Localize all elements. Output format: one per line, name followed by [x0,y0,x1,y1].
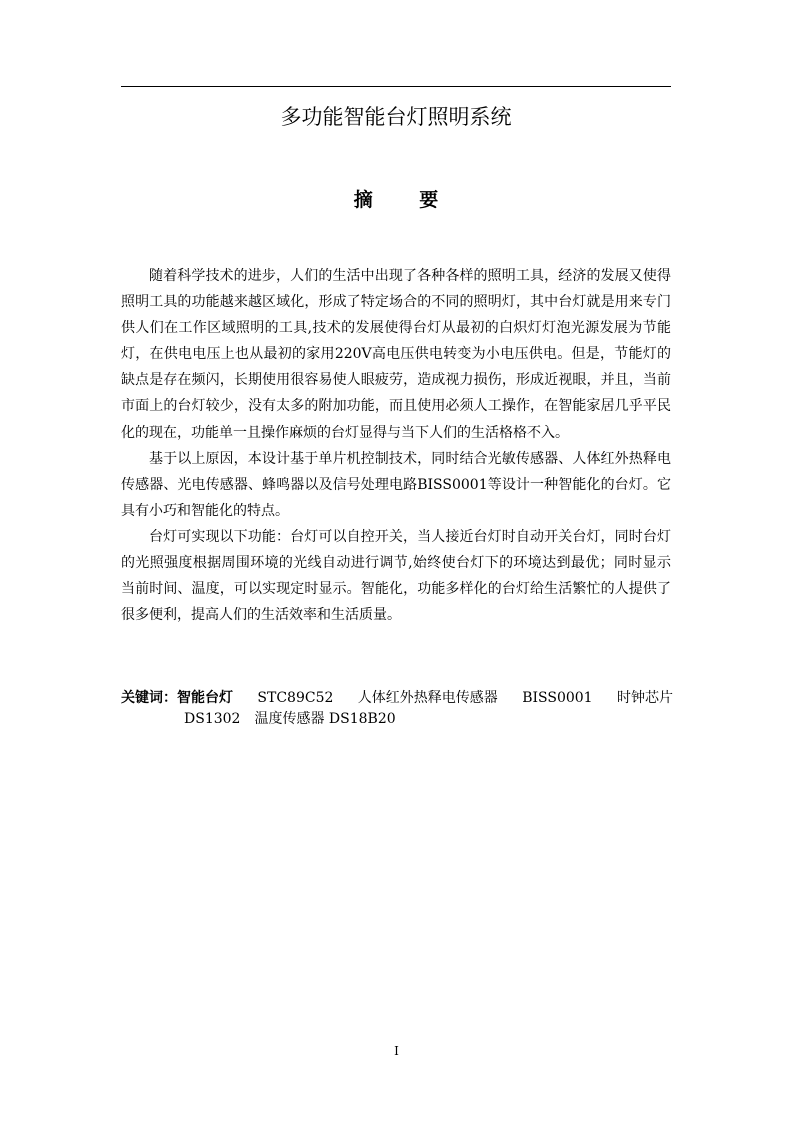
header-rule [121,86,671,87]
abstract-body [121,263,671,628]
abstract-heading: 摘 要 [353,189,459,211]
keywords-line-1 [121,688,673,709]
keyword-item: 时钟芯片 [617,690,673,706]
abstract-paragraph-2: 基于以上原因，本设计基于单片机控制技术，同时结合光敏传感器、人体红外热释电传感器、光电传感器、蜂鸣器以及信号处理电路BISS0001等设计一种智能化的台灯。它具有小巧和智能化的特点。 [121,450,671,519]
keyword-item: STC89C52 [257,690,334,706]
abstract-paragraph-1: 随着科学技术的进步，人们的生活中出现了各种各样的照明工具，经济的发展又使得照明工具的功能越来越区域化，形成了特定场合的不同的照明灯，其中台灯就是用来专门供人们在工作区域照明的工具,技术的发展使得台灯从最初的白炽灯灯泡光源发展为节能灯，在供电电压上也从最初的家用220V高电压供电转变为小电压供电。但是，节能灯的缺点是存在频闪，长期使用很容易使人眼疲劳，造成视力损伤，形成近视眼，并且，当前市面上的台灯较少，没有太多的附加功能，而且使用必须人工操作，在智能家居几乎平民化的现在，功能单一且操作麻烦的台灯显得与当下人们的生活格格不入。 [121,268,671,441]
keyword-item: 温度传感器 DS18B20 [254,711,396,727]
abstract-paragraph-3: 台灯可实现以下功能：台灯可以自控开关，当人接近台灯时自动开关台灯，同时台灯的光照强度根据周围环境的光线自动进行调节,始终使台灯下的环境达到最优；同时显示当前时间、温度，可以实现定时显示。智能化，功能多样化的台灯给生活繁忙的人提供了很多便利，提高人们的生活效率和生活质量。 [121,528,671,624]
keywords-line-2 [121,709,673,730]
page-number: I [394,1044,399,1058]
keyword-item: BISS0001 [522,690,593,706]
keywords-section [121,688,673,730]
keywords-label: 关键词： [121,690,177,706]
document-title: 多功能智能台灯照明系统 [280,105,512,129]
keyword-item: 人体红外热释电传感器 [357,690,498,706]
keyword-item: 智能台灯 [177,690,233,706]
keyword-item: DS1302 [184,711,241,727]
